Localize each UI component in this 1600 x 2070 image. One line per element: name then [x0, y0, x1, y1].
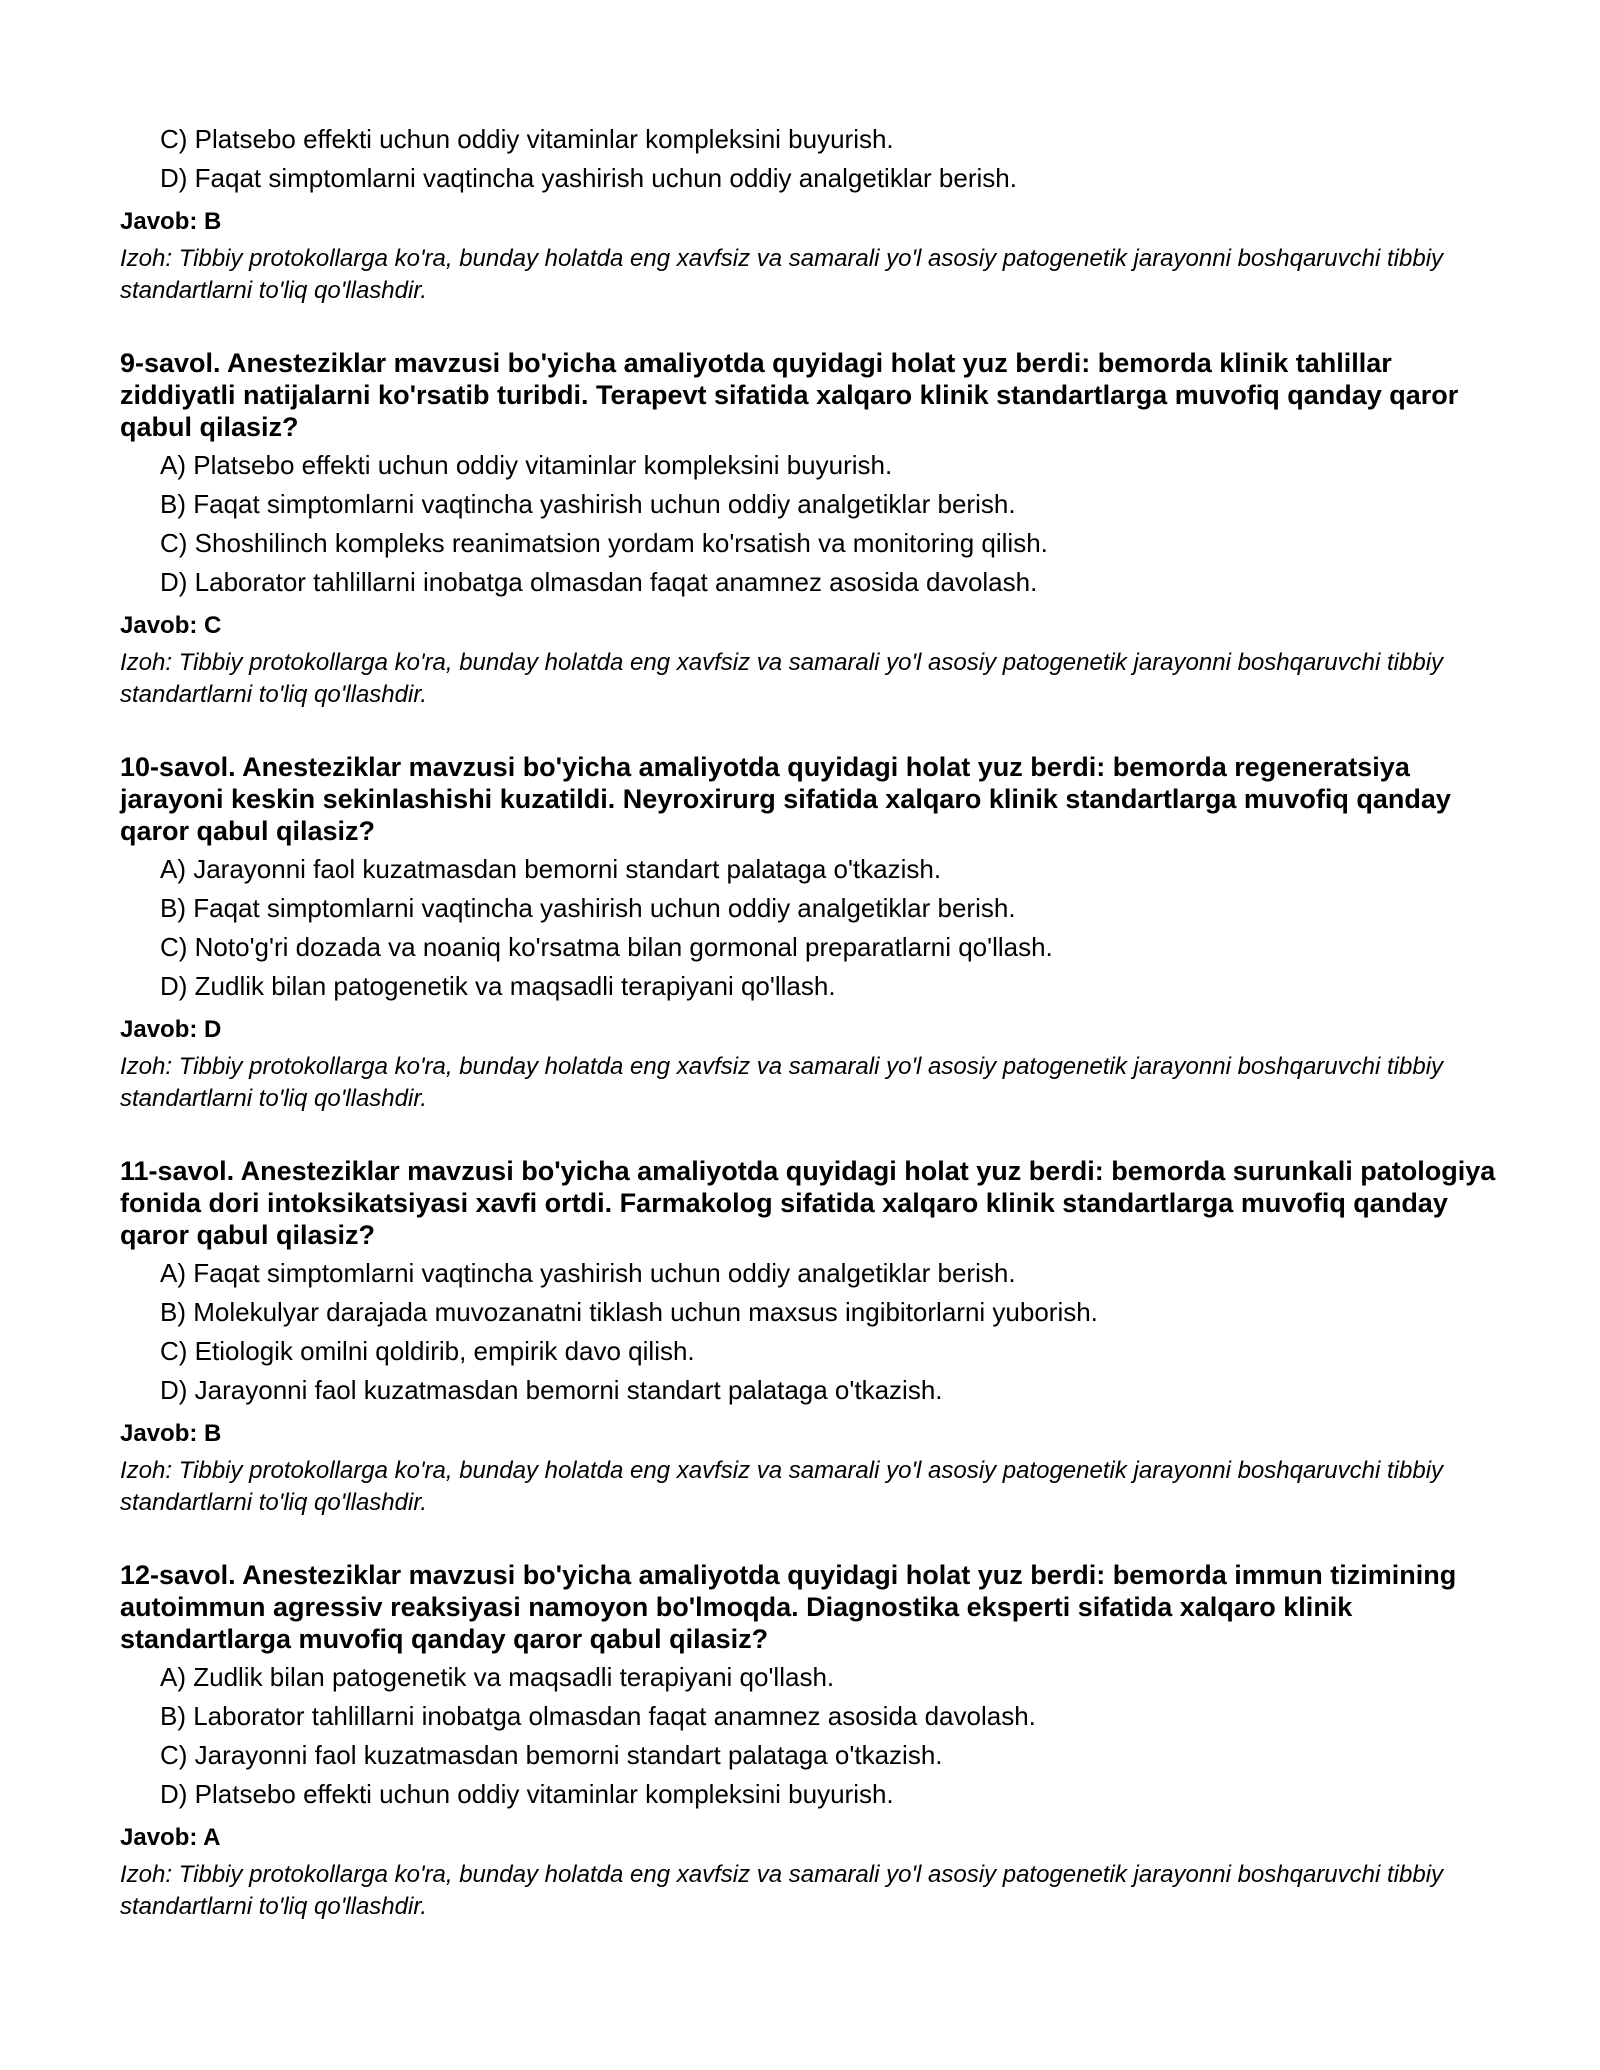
- option-a: A) Platsebo effekti uchun oddiy vitaminlar kompleksini buyurish.: [160, 450, 893, 480]
- options-list: [120, 120, 1500, 198]
- option-d: D) Platsebo effekti uchun oddiy vitaminlar kompleksini buyurish.: [160, 1779, 894, 1809]
- option-d: D) Laborator tahlillarni inobatga olmasdan faqat anamnez asosida davolash.: [160, 567, 1038, 597]
- explanation-note: Izoh: Tibbiy protokollarga ko'ra, bunday holatda eng xavfsiz va samarali yo'l asosiy patogenetik jarayonni boshqaruvchi tibbiy standartlarni to'liq qo'llashdir.: [120, 1861, 1444, 1920]
- question-8-tail: [120, 120, 1500, 307]
- explanation-note: Izoh: Tibbiy protokollarga ko'ra, bunday holatda eng xavfsiz va samarali yo'l asosiy patogenetik jarayonni boshqaruvchi tibbiy standartlarni to'liq qo'llashdir.: [120, 649, 1444, 708]
- question-text: 12-savol. Anesteziklar mavzusi bo'yicha amaliyotda quyidagi holat yuz berdi: bemorda immun tizimining autoimmun agressiv reaksiyasi namoyon bo'lmoqda. Diagnostika eksperti sifatida xalqaro klinik standartlarga muvofiq qanday qaror qabul qilasiz?: [120, 1560, 1457, 1654]
- question-11: [120, 1155, 1500, 1519]
- option-c: C) Shoshilinch kompleks reanimatsion yordam ko'rsatish va monitoring qilish.: [160, 528, 1048, 558]
- option-a: A) Jarayonni faol kuzatmasdan bemorni standart palataga o'tkazish.: [160, 854, 942, 884]
- answer-label: Javob: D: [120, 1016, 222, 1043]
- option-b: B) Molekulyar darajada muvozanatni tiklash uchun maxsus ingibitorlarni yuborish.: [160, 1297, 1098, 1327]
- option-a: A) Faqat simptomlarni vaqtincha yashirish uchun oddiy analgetiklar berish.: [160, 1258, 1016, 1288]
- option-b: B) Faqat simptomlarni vaqtincha yashirish uchun oddiy analgetiklar berish.: [160, 489, 1016, 519]
- answer-label: Javob: B: [120, 1420, 222, 1447]
- option-c: C) Etiologik omilni qoldirib, empirik davo qilish.: [160, 1336, 695, 1366]
- options-list: [120, 446, 1500, 602]
- option-d: D) Zudlik bilan patogenetik va maqsadli terapiyani qo'llash.: [160, 971, 836, 1001]
- options-list: [120, 850, 1500, 1006]
- explanation-note: Izoh: Tibbiy protokollarga ko'ra, bunday holatda eng xavfsiz va samarali yo'l asosiy patogenetik jarayonni boshqaruvchi tibbiy standartlarni to'liq qo'llashdir.: [120, 245, 1444, 304]
- option-a: A) Zudlik bilan patogenetik va maqsadli terapiyani qo'llash.: [160, 1662, 835, 1692]
- explanation-note: Izoh: Tibbiy protokollarga ko'ra, bunday holatda eng xavfsiz va samarali yo'l asosiy patogenetik jarayonni boshqaruvchi tibbiy standartlarni to'liq qo'llashdir.: [120, 1457, 1444, 1516]
- option-d: D) Jarayonni faol kuzatmasdan bemorni standart palataga o'tkazish.: [160, 1375, 943, 1405]
- option-c: C) Platsebo effekti uchun oddiy vitaminlar kompleksini buyurish.: [160, 124, 894, 154]
- answer-label: Javob: B: [120, 208, 222, 235]
- options-list: [120, 1658, 1500, 1814]
- question-12: [120, 1559, 1500, 1923]
- answer-label: Javob: C: [120, 612, 222, 639]
- option-c: C) Noto'g'ri dozada va noaniq ko'rsatma bilan gormonal preparatlarni qo'llash.: [160, 932, 1053, 962]
- question-9: [120, 347, 1500, 711]
- question-10: [120, 751, 1500, 1115]
- option-c: C) Jarayonni faol kuzatmasdan bemorni standart palataga o'tkazish.: [160, 1740, 943, 1770]
- question-text: 11-savol. Anesteziklar mavzusi bo'yicha amaliyotda quyidagi holat yuz berdi: bemorda surunkali patologiya fonida dori intoksikatsiyasi xavfi ortdi. Farmakolog sifatida xalqaro klinik standartlarga muvofiq qanday qaror qabul qilasiz?: [120, 1156, 1496, 1250]
- document-page: [120, 120, 1500, 1923]
- explanation-note: Izoh: Tibbiy protokollarga ko'ra, bunday holatda eng xavfsiz va samarali yo'l asosiy patogenetik jarayonni boshqaruvchi tibbiy standartlarni to'liq qo'llashdir.: [120, 1053, 1444, 1112]
- question-text: 9-savol. Anesteziklar mavzusi bo'yicha amaliyotda quyidagi holat yuz berdi: bemorda klinik tahlillar ziddiyatli natijalarni ko'rsatib turibdi. Terapevt sifatida xalqaro klinik standartlarga muvofiq qanday qaror qabul qilasiz?: [120, 348, 1459, 442]
- options-list: [120, 1254, 1500, 1410]
- option-b: B) Faqat simptomlarni vaqtincha yashirish uchun oddiy analgetiklar berish.: [160, 893, 1016, 923]
- option-d: D) Faqat simptomlarni vaqtincha yashirish uchun oddiy analgetiklar berish.: [160, 163, 1017, 193]
- question-text: 10-savol. Anesteziklar mavzusi bo'yicha amaliyotda quyidagi holat yuz berdi: bemorda regeneratsiya jarayoni keskin sekinlashishi kuzatildi. Neyroxirurg sifatida xalqaro klinik standartlarga muvofiq qanday qaror qabul qilasiz?: [120, 752, 1451, 846]
- option-b: B) Laborator tahlillarni inobatga olmasdan faqat anamnez asosida davolash.: [160, 1701, 1036, 1731]
- answer-label: Javob: A: [120, 1824, 221, 1851]
